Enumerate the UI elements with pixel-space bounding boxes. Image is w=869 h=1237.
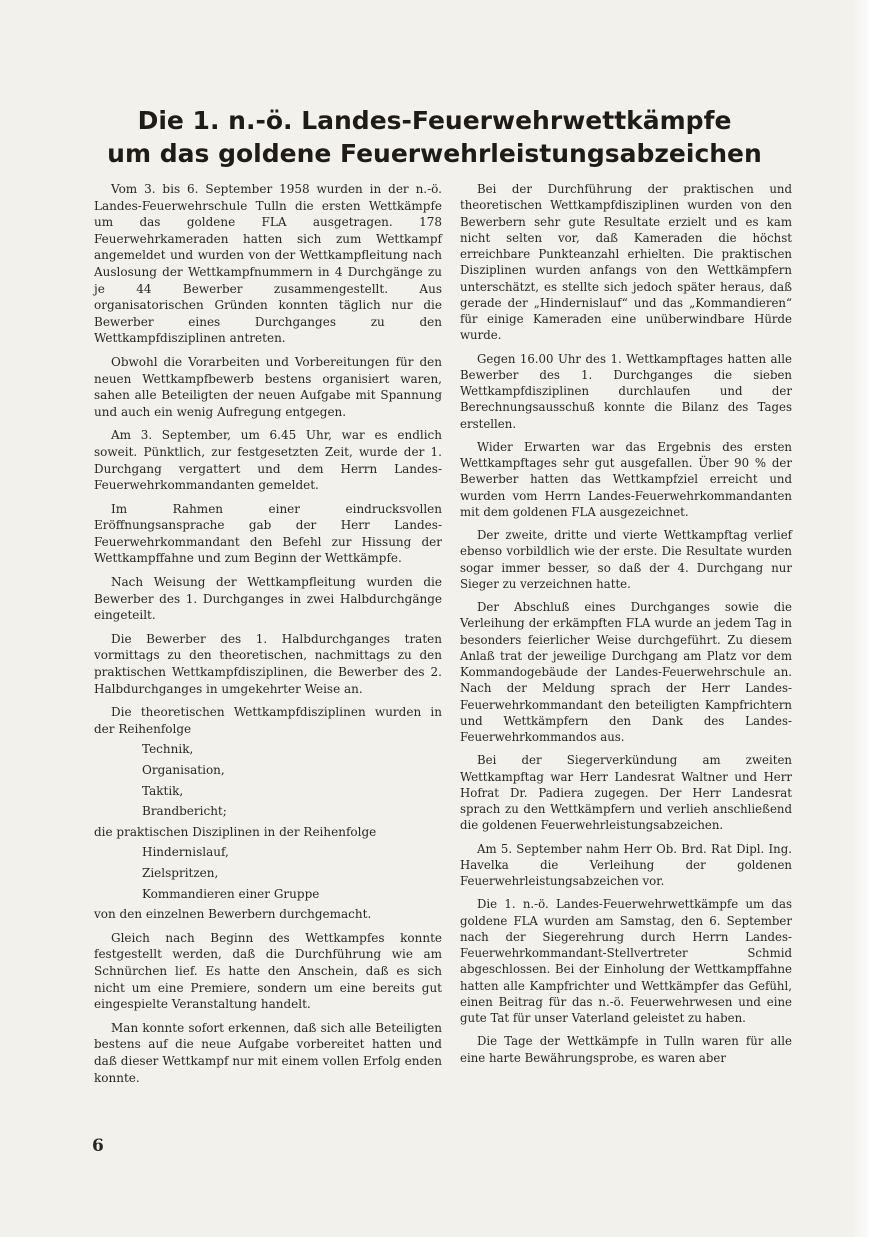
page-edge — [852, 0, 869, 1237]
paragraph: Vom 3. bis 6. September 1958 wurden in der n.-ö. Landes-Feuerwehrschule Tulln die ersten Wettkämpfe um das goldene FLA ausgetragen. 178 Feuerwehrkameraden hatten sich zum Wettkampf angemeldet und wurden von der Wettkampfleitung nach Auslosung der Wettkampfnummern in 4 Durchgänge zu je 44 Bewerber zusammengestellt. Aus organisatorischen Gründen konnten täglich nur die Bewerber eines Durchganges zu den Wettkampfdisziplinen antreten. — [94, 182, 442, 346]
paragraph: Der Abschluß eines Durchganges sowie die Verleihung der erkämpften FLA wurde an jedem Tag in besonders feierlicher Weise durchgeführt. Zu diesem Anlaß trat der jeweilige Durchgang am Platz vor dem Kommandogebäude der Landes-Feuerwehrschule an. Nach der Meldung sprach der Herr Landes-Feuerwehrkommandant den beteiligten Kampfrichtern und Wettkämpfern den Dank des Landes-Feuerwehrkommandos aus. — [460, 600, 792, 744]
paragraph: Obwohl die Vorarbeiten und Vorbereitungen für den neuen Wettkampfbewerb bestens organisiert waren, sahen alle Beteiligten der neuen Aufgabe mit Spannung und auch ein wenig Aufregung entgegen. — [94, 354, 442, 419]
paragraph: Der zweite, dritte und vierte Wettkampftag verlief ebenso vorbildlich wie der erste. Die Resultate wurden sogar immer besser, so daß der 4. Durchgang nur Sieger zu verzeichnen hatte. — [460, 528, 792, 591]
left-column — [94, 181, 442, 1093]
title-line-1: Die 1. n.-ö. Landes-Feuerwehrwettkämpfe — [137, 106, 732, 135]
paragraph: Nach Weisung der Wettkampfleitung wurden die Bewerber des 1. Durchganges in zwei Halbdurchgänge eingeteilt. — [94, 575, 442, 623]
paragraph: Gegen 16.00 Uhr des 1. Wettkampftages hatten alle Bewerber des 1. Durchganges die sieben Wettkampfdisziplinen durchlaufen und der Berechnungsausschuß konnte die Bilanz des Tages erstellen. — [460, 351, 792, 431]
right-column — [460, 181, 792, 1073]
theory-list-item: Organisation, — [142, 763, 225, 777]
title-line-2: um das goldene Feuerwehrleistungsabzeichen — [107, 139, 762, 168]
practical-intro: die praktischen Disziplinen in der Reihenfolge — [94, 824, 377, 839]
article-title — [0, 104, 869, 170]
theory-list-item: Taktik, — [142, 783, 184, 798]
practical-list-item: Zielspritzen, — [142, 865, 219, 880]
page-number: 6 — [92, 1136, 104, 1156]
paragraph: Bei der Durchführung der praktischen und theoretischen Wettkampfdisziplinen wurden von den Bewerbern sehr gute Resultate erzielt und es kam nicht selten vor, daß Kameraden die höchst erreichbare Punkteanzahl erhielten. Die praktischen Disziplinen wurden anfangs von den Wettkämpfern unterschätzt, es stellte sich jedoch später heraus, daß gerade der „Hindernislauf“ und das „Kommandieren“ für einige Kameraden eine unüberwindbare Hürde wurde. — [460, 182, 792, 343]
paragraph: Gleich nach Beginn des Wettkampfes konnte festgestellt werden, daß die Durchführung wie am Schnürchen lief. Es hatte den Anschein, daß es sich nicht um eine Premiere, sondern um eine bereits gut eingespielte Veranstaltung handelt. — [94, 930, 442, 1012]
paragraph: Die theoretischen Wettkampfdisziplinen wurden in der Reihenfolge — [94, 705, 442, 736]
paragraph: Die Bewerber des 1. Halbdurchganges traten vormittags zu den theoretischen, nachmittags zu den praktischen Wettkampfdisziplinen, die Bewerber des 2. Halbdurchganges in umgekehrter Weise an. — [94, 631, 442, 696]
paragraph: Am 5. September nahm Herr Ob. Brd. Rat Dipl. Ing. Havelka die Verleihung der goldenen Feuerwehrleistungsabzeichen vor. — [460, 841, 792, 888]
theory-list-item: Technik, — [142, 742, 194, 757]
practical-list-item: Hindernislauf, — [142, 845, 229, 860]
paragraph: Man konnte sofort erkennen, daß sich alle Beteiligten bestens auf die neue Aufgabe vorbereitet hatten und daß dieser Wettkampf nur mit einem vollen Erfolg enden konnte. — [94, 1020, 442, 1085]
paragraph: Die 1. n.-ö. Landes-Feuerwehrwettkämpfe um das goldene FLA wurden am Samstag, den 6. September nach der Siegerehrung durch Herrn Landes-Feuerwehrkommandant-Stellvertreter Schmid abgeschlossen. Bei der Einholung der Wettkampffahne hatten alle Kampfrichter und Wettkämpfer das Gefühl, einen Beitrag für das n.-ö. Feuerwehrwesen und eine gute Tat für unser Vaterland geleistet zu haben. — [460, 897, 792, 1025]
paragraph: Bei der Siegerverkündung am zweiten Wettkampftag war Herr Landesrat Waltner und Herr Hofrat Dr. Padiera zugegen. Der Herr Landesrat sprach zu den Wettkämpfern und verlieh anschließend die goldenen Feuerwehrleistungsabzeichen. — [460, 753, 792, 833]
paragraph: Am 3. September, um 6.45 Uhr, war es endlich soweit. Pünktlich, zur festgesetzten Zeit, wurde der 1. Durchgang vergattert und dem Herrn Landes-Feuerwehrkommandanten gemeldet. — [94, 428, 442, 493]
paragraph: Wider Erwarten war das Ergebnis des ersten Wettkampftages sehr gut ausgefallen. Über 90 % der Bewerber hatten das Wettkampfziel erreicht und wurden vom Herrn Landes-Feuerwehrkommandanten mit dem goldenen FLA ausgezeichnet. — [460, 439, 792, 519]
practical-list-item: Kommandieren einer Gruppe — [142, 886, 320, 901]
theory-list-item: Brandbericht; — [142, 804, 227, 819]
paragraph: Im Rahmen einer eindrucksvollen Eröffnungsansprache gab der Herr Landes-Feuerwehrkommandant den Befehl zur Hissung der Wettkampffahne und zum Beginn der Wettkämpfe. — [94, 501, 442, 566]
practical-outro: von den einzelnen Bewerbern durchgemacht. — [94, 907, 372, 922]
paragraph: Die Tage der Wettkämpfe in Tulln waren für alle eine harte Bewährungsprobe, es waren aber — [460, 1034, 792, 1065]
